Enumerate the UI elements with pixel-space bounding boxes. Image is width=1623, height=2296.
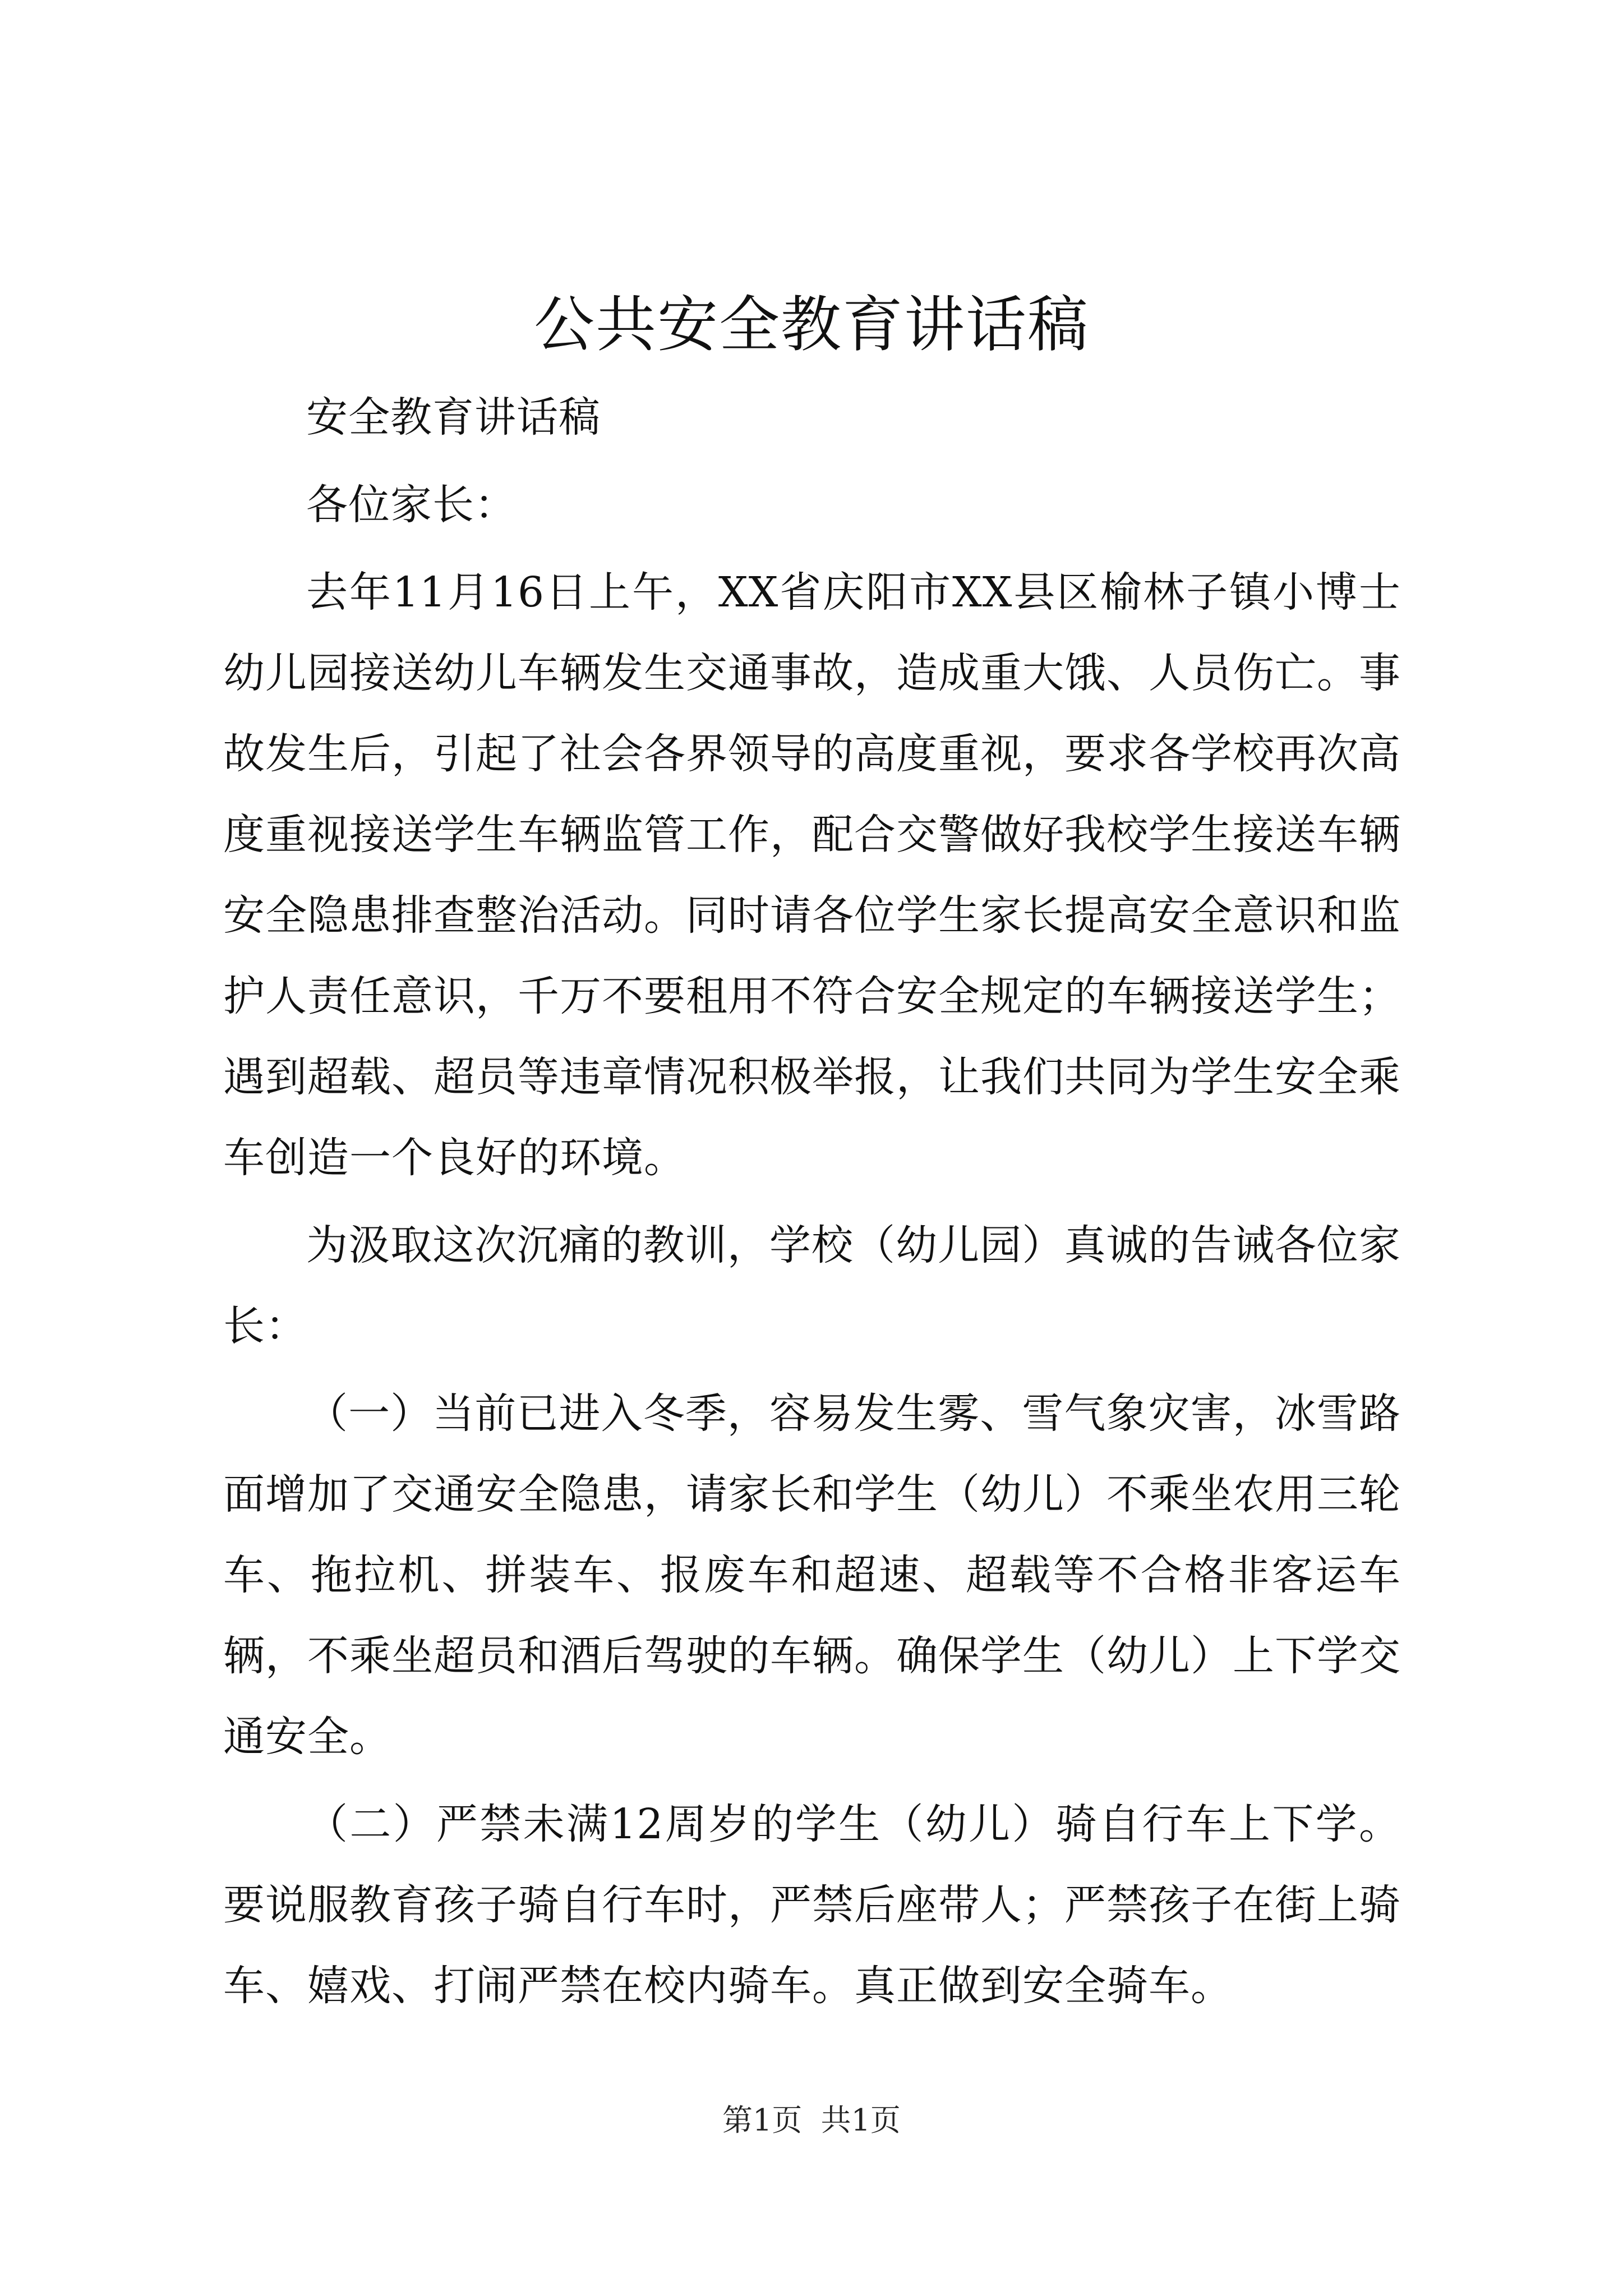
document-title: 公共安全教育讲话稿: [533, 290, 1089, 360]
body-paragraph: 为汲取这次沉痛的教训，学校（幼儿园）真诚的告诫各位家长：: [223, 1221, 1401, 1350]
page-total: 共1页: [820, 2102, 901, 2138]
page-number: 第1页: [722, 2102, 803, 2138]
body-paragraph: （一）当前已进入冬季，容易发生雾、雪气象灾害，冰雪路面增加了交通安全隐患，请家长和学生（幼儿）不乘坐农用三轮车、拖拉机、拼装车、报废车和超速、超载等不合格非客运车辆，不乘坐超员和酒后驾驶的车辆。确保学生（幼儿）上下学交通安全。: [223, 1389, 1401, 1761]
body-paragraph: （二）严禁未满12周岁的学生（幼儿）骑自行车上下学。要说服教育孩子骑自行车时，严禁后座带人；严禁孩子在街上骑车、嬉戏、打闹严禁在校内骑车。真正做到安全骑车。: [223, 1800, 1401, 2010]
document-body: [223, 377, 1401, 2033]
subtitle-paragraph: 安全教育讲话稿: [306, 393, 601, 441]
body-paragraph: 去年11月16日上午，XX省庆阳市XX县区榆林子镇小博士幼儿园接送幼儿车辆发生交通事故，造成重大饿、人员伤亡。事故发生后，引起了社会各界领导的高度重视，要求各学校再次高度重视接送学生车辆监管工作，配合交警做好我校学生接送车辆安全隐患排查整治活动。同时请各位学生家长提高安全意识和监护人责任意识，千万不要租用不符合安全规定的车辆接送学生；遇到超载、超员等违章情况积极举报，让我们共同为学生安全乘车创造一个良好的环境。: [223, 568, 1401, 1182]
salutation-paragraph: 各位家长：: [306, 481, 517, 529]
page-footer: [0, 2098, 1623, 2143]
